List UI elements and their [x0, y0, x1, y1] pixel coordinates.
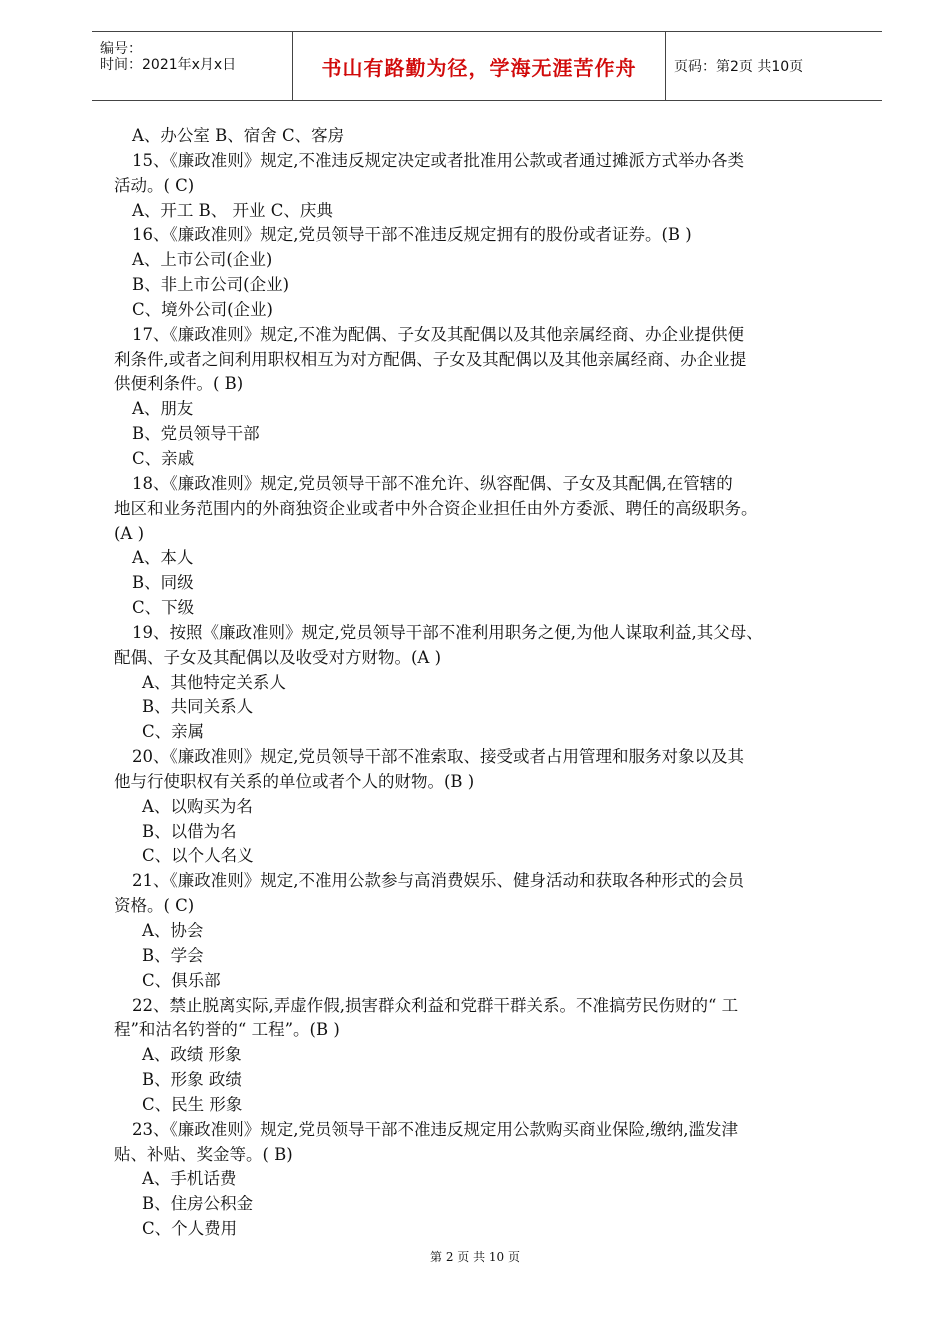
text-line: B、形象 政绩: [142, 1070, 242, 1090]
text-line: A、开工 B、 开业 C、庆典: [132, 200, 333, 220]
text-line: C、亲戚: [132, 448, 195, 468]
text-line: B、以借为名: [142, 821, 237, 841]
text-line: A、朋友: [132, 399, 194, 419]
text-line: A、上市公司(企业): [132, 250, 273, 270]
text-line: A、政绩 形象: [142, 1045, 242, 1065]
text-line: A、办公室 B、宿舍 C、客房: [132, 126, 345, 145]
text-line: 15、《廉政准则》规定,不准违反规定决定或者批准用公款或者通过摊派方式举办各类: [132, 150, 744, 170]
text-line: C、下级: [132, 598, 195, 618]
text-line: C、以个人名义: [142, 846, 254, 866]
text-line: 供便利条件。( B): [114, 374, 244, 394]
text-line: 活动。( C): [114, 175, 195, 195]
code-label: 编号：: [100, 41, 142, 57]
text-line: (A ): [114, 523, 145, 543]
header-motto-cell: [293, 32, 666, 100]
text-line: A、手机话费: [142, 1169, 237, 1189]
text-line: B、非上市公司(企业): [132, 275, 289, 295]
text-line: 18、《廉政准则》规定,党员领导干部不准允许、纵容配偶、子女及其配偶,在管辖的: [132, 473, 733, 493]
header-motto: 书山有路勤为径，学海无涯苦作舟: [321, 55, 637, 80]
text-line: B、党员领导干部: [132, 424, 260, 444]
text-line: 22、禁止脱离实际,弄虚作假,损害群众利益和党群干群关系。不准搞劳民伤财的“ 工: [132, 995, 739, 1015]
text-line: B、住房公积金: [142, 1194, 254, 1214]
text-line: A、本人: [132, 548, 194, 568]
text-line: C、境外公司(企业): [132, 299, 273, 319]
text-line: B、共同关系人: [142, 697, 254, 717]
text-line: 地区和业务范围内的外商独资企业或者中外合资企业担任由外方委派、聘任的高级职务。: [114, 498, 758, 518]
text-line: 程”和沽名钓誉的“ 工程”。(B ): [114, 1020, 340, 1040]
text-line: 21、《廉政准则》规定,不准用公款参与高消费娱乐、健身活动和获取各种形式的会员: [132, 871, 744, 891]
text-line: 他与行使职权有关系的单位或者个人的财物。(B ): [114, 771, 475, 791]
text-line: A、协会: [142, 921, 204, 940]
text-line: C、亲属: [142, 722, 205, 742]
page-number-label: 页码：第2页 共10页: [674, 59, 804, 75]
text-line: 贴、补贴、奖金等。( B): [114, 1144, 293, 1164]
text-line: B、同级: [132, 573, 194, 593]
text-line: 利条件,或者之间利用职权相互为对方配偶、子女及其配偶以及其他亲属经商、办企业提: [114, 349, 747, 369]
text-line: B、学会: [142, 945, 204, 965]
text-line: C、个人费用: [142, 1219, 238, 1239]
text-line: 16、《廉政准则》规定,党员领导干部不准违反规定拥有的股份或者证券。(B ): [132, 225, 692, 245]
text-line: A、以购买为名: [142, 796, 253, 816]
text-line: C、民生 形象: [142, 1094, 243, 1114]
header-meta: [92, 32, 293, 100]
header-page-cell: [674, 32, 882, 100]
text-line: 23、《廉政准则》规定,党员领导干部不准违反规定用公款购买商业保险,缴纳,滥发津: [132, 1119, 738, 1139]
text-line: 19、按照《廉政准则》规定,党员领导干部不准利用职务之便,为他人谋取利益,其父母、: [132, 622, 763, 642]
text-line: 17、《廉政准则》规定,不准为配偶、子女及其配偶以及其他亲属经商、办企业提供便: [132, 324, 744, 344]
text-line: 20、《廉政准则》规定,党员领导干部不准索取、接受或者占用管理和服务对象以及其: [132, 747, 744, 767]
page-header: [92, 31, 882, 101]
text-line: 资格。( C): [114, 896, 195, 916]
time-label: 时间：2021年x月x日: [100, 57, 237, 73]
text-line: A、其他特定关系人: [142, 672, 286, 692]
page-footer: 第 2 页 共 10 页: [430, 1250, 520, 1264]
text-line: C、俱乐部: [142, 970, 221, 990]
text-line: 配偶、子女及其配偶以及收受对方财物。(A ): [114, 647, 442, 667]
document-body: [114, 124, 864, 1242]
